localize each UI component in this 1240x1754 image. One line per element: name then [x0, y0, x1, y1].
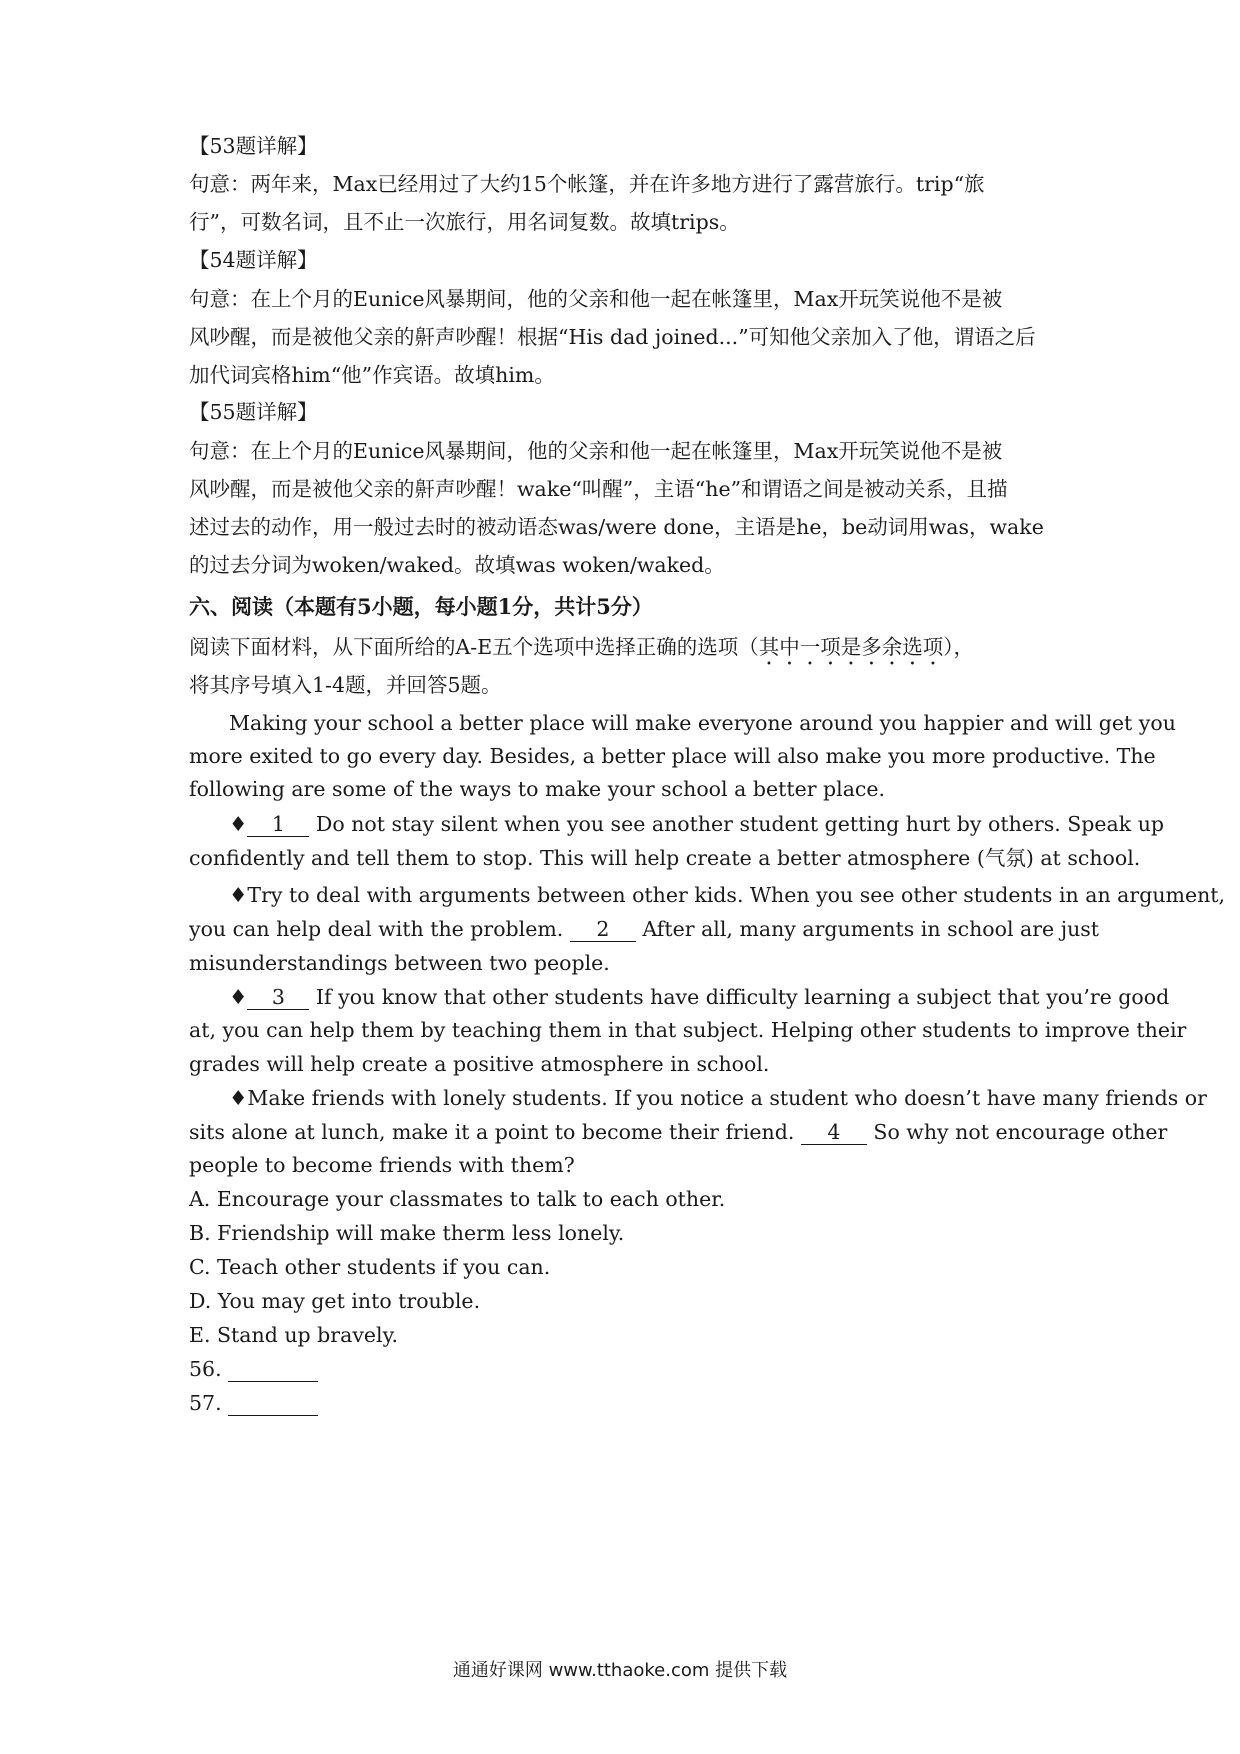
- q55-heading: 【55题详解】: [189, 400, 318, 424]
- bullet-4-text: Make friends with lonely students. If you notice a student who doesn’t have many friends or: [247, 1086, 1207, 1110]
- diamond-bullet-icon: ♦: [229, 985, 248, 1009]
- option-d: D. You may get into trouble.: [189, 1289, 481, 1313]
- bullet-2-line-2: [189, 914, 1100, 944]
- passage-p1-line-3: following are some of the ways to make your school a better place.: [189, 777, 886, 801]
- instruction-text: 阅读下面材料，从下面所给的A-E五个选项中选择正确的选项（: [189, 635, 759, 659]
- section-instruction-line-1: [189, 632, 1069, 670]
- bullet-4-line-1: [229, 1083, 1207, 1113]
- bullet-4-text-b: So why not encourage other: [866, 1120, 1168, 1144]
- blank-4[interactable]: 4: [801, 1120, 867, 1145]
- bullet-3-line-2: at, you can help them by teaching them in that subject. Helping other students to improve their: [189, 1018, 1187, 1042]
- passage-p1-line-1: Making your school a better place will make everyone around you happier and will get you: [229, 711, 1176, 735]
- passage-p1-line-2: more exited to go every day. Besides, a better place will also make you more productive. The: [189, 744, 1156, 768]
- q53-explanation-line-2: 行”，可数名词，且不止一次旅行，用名词复数。故填trips。: [189, 210, 740, 234]
- section-instruction-line-2: 将其序号填入1-4题，并回答5题。: [189, 673, 502, 697]
- option-b: B. Friendship will make therm less lonely.: [189, 1221, 625, 1245]
- bullet-3-text: If you know that other students have difficulty learning a subject that you’re good: [309, 985, 1170, 1009]
- q54-explanation-line-3: 加代词宾格him“他”作宾语。故填him。: [189, 363, 555, 387]
- bullet-3-line-1: [229, 982, 1170, 1012]
- bullet-1-line-2: confidently and tell them to stop. This will help create a better atmosphere (气氛) at school.: [189, 846, 1141, 870]
- q55-explanation-line-2: 风吵醒，而是被他父亲的鼾声吵醒！wake“叫醒”，主语“he”和谓语之间是被动关系，且描: [189, 477, 1008, 501]
- instruction-text-end: ），: [943, 635, 974, 659]
- bullet-2-text: Try to deal with arguments between other kids. When you see other students in an argument,: [247, 883, 1226, 907]
- answer-56-blank[interactable]: [228, 1357, 318, 1382]
- option-c: C. Teach other students if you can.: [189, 1255, 551, 1279]
- emphasized-note: 其中一项是多余选项: [758, 635, 944, 659]
- q55-explanation-line-1: 句意：在上个月的Eunice风暴期间，他的父亲和他一起在帐篷里，Max开玩笑说他不是被: [189, 439, 1003, 463]
- diamond-bullet-icon: ♦: [229, 812, 248, 836]
- q53-explanation-line-1: 句意：两年来，Max已经用过了大约15个帐篷，并在许多地方进行了露营旅行。trip“旅: [189, 172, 985, 196]
- blank-2[interactable]: 2: [570, 917, 636, 942]
- bullet-2-text-b: After all, many arguments in school are just: [635, 917, 1100, 941]
- answer-57-blank[interactable]: [228, 1391, 318, 1416]
- option-a: A. Encourage your classmates to talk to each other.: [189, 1187, 726, 1211]
- bullet-2-line-1: [229, 880, 1226, 910]
- option-e: E. Stand up bravely.: [189, 1323, 398, 1347]
- page-footer: 通通好课网 www.tthaoke.com 提供下载: [452, 1660, 788, 1681]
- q54-heading: 【54题详解】: [189, 248, 318, 272]
- bullet-4-text-a: sits alone at lunch, make it a point to become their friend.: [189, 1120, 801, 1144]
- diamond-bullet-icon: ♦: [229, 883, 248, 907]
- blank-3[interactable]: 3: [247, 985, 309, 1010]
- q54-explanation-line-1: 句意：在上个月的Eunice风暴期间，他的父亲和他一起在帐篷里，Max开玩笑说他不是被: [189, 287, 1003, 311]
- answer-57-line: [189, 1388, 1069, 1418]
- blank-1[interactable]: 1: [247, 812, 309, 837]
- section-title: 六、阅读（本题有5小题，每小题1分，共计5分）: [189, 594, 653, 619]
- bullet-2-line-3: misunderstandings between two people.: [189, 951, 610, 975]
- q54-explanation-line-2: 风吵醒，而是被他父亲的鼾声吵醒！根据“His dad joined...”可知他父亲加入了他，谓语之后: [189, 325, 1036, 349]
- answer-57-label: 57.: [189, 1391, 229, 1415]
- answer-56-label: 56.: [189, 1357, 229, 1381]
- bullet-4-line-2: [189, 1117, 1168, 1147]
- bullet-3-line-3: grades will help create a positive atmosphere in school.: [189, 1052, 770, 1076]
- q53-heading: 【53题详解】: [189, 134, 318, 158]
- q55-explanation-line-3: 述过去的动作，用一般过去时的被动语态was/were done，主语是he，be动词用was，wake: [189, 515, 1044, 539]
- diamond-bullet-icon: ♦: [229, 1086, 248, 1110]
- bullet-2-text-a: you can help deal with the problem.: [189, 917, 570, 941]
- q55-explanation-line-4: 的过去分词为woken/waked。故填was woken/waked。: [189, 553, 725, 577]
- answer-56-line: [189, 1354, 1069, 1384]
- bullet-1-text: Do not stay silent when you see another student getting hurt by others. Speak up: [309, 812, 1165, 836]
- bullet-4-line-3: people to become friends with them?: [189, 1153, 575, 1177]
- bullet-1-line-1: [229, 809, 1165, 839]
